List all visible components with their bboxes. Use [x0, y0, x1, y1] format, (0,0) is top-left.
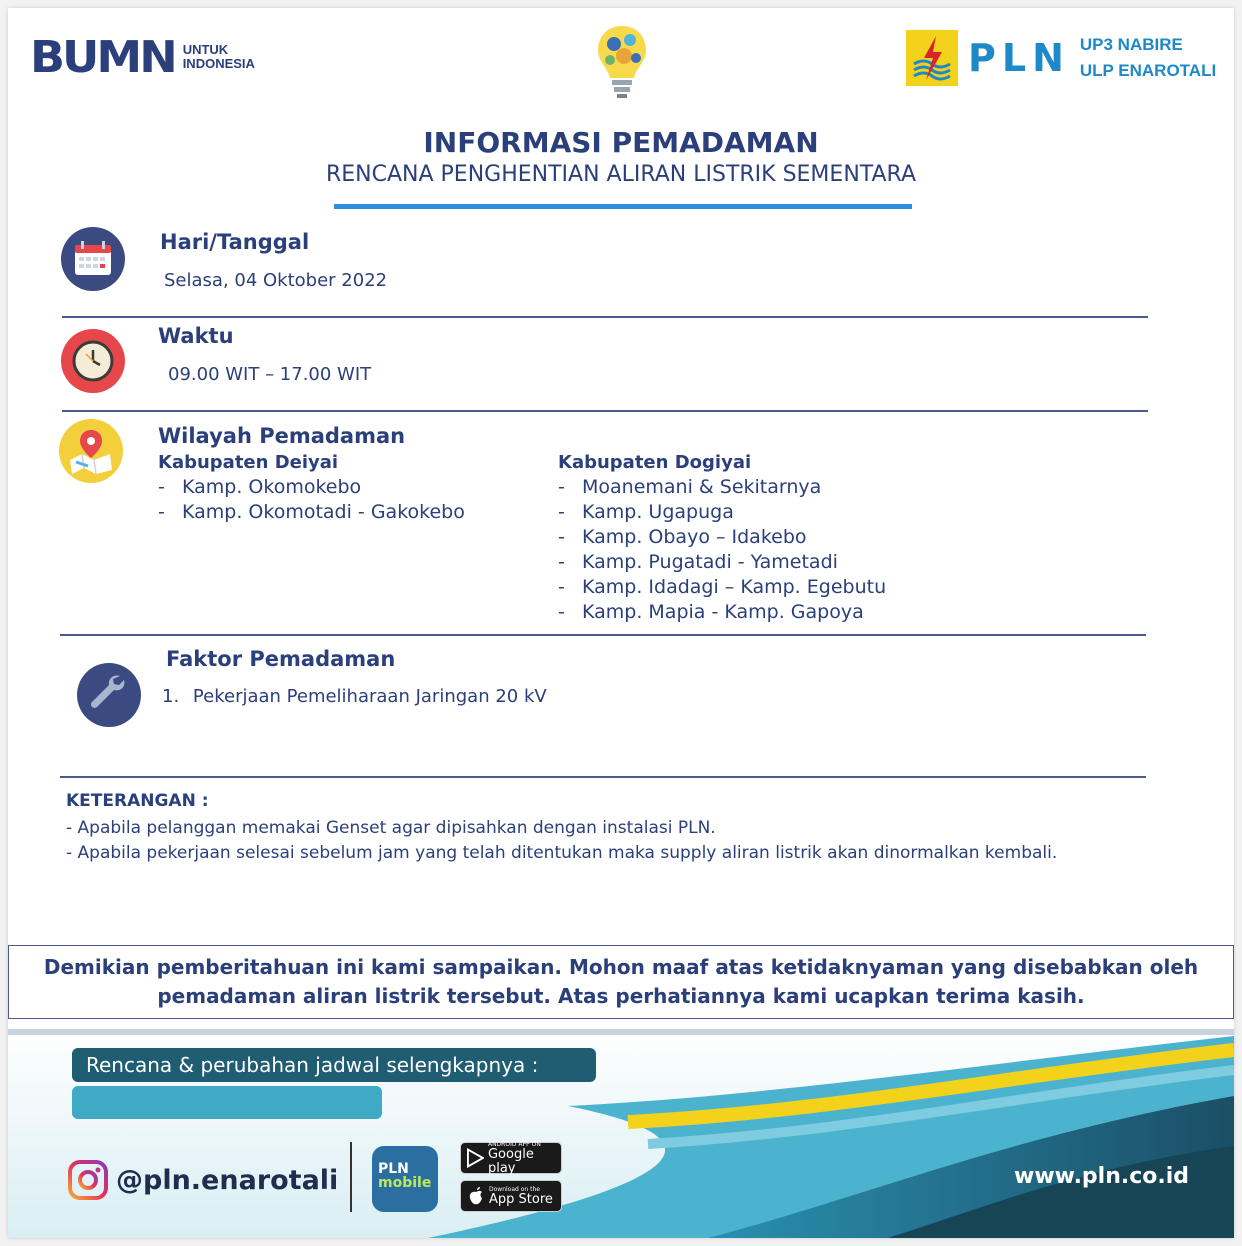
schedule-label: Rencana & perubahan jadwal selengkapnya : [72, 1048, 596, 1082]
clock-icon [60, 328, 126, 394]
wrench-icon [76, 662, 142, 728]
list-item: - Kamp. Idadagi – Kamp. Egebutu [558, 576, 887, 598]
website-link[interactable]: www.pln.co.id [1014, 1164, 1190, 1189]
notes-list [66, 816, 1057, 866]
page-subtitle: RENCANA PENGHENTIAN ALIRAN LISTRIK SEMENTARA [325, 162, 916, 187]
instagram-handle: @pln.enarotali [116, 1164, 339, 1196]
page-title: INFORMASI PEMADAMAN [423, 126, 819, 159]
footer-separator [350, 1142, 352, 1212]
pln-lightning-logo-icon [906, 30, 958, 86]
app-store-badge[interactable]: Download on the App Store [460, 1180, 562, 1212]
lightbulb-icon [594, 22, 650, 100]
pln-mobile-app-icon[interactable]: PLN mobile [372, 1146, 438, 1212]
list-item: - Moanemani & Sekitarnya [558, 476, 822, 498]
closing-message: Demikian pemberitahuan ini kami sampaikan. Mohon maaf atas ketidaknyaman yang disebabkan oleh pemadaman aliran listrik tersebut. Atas perhatiannya kami ucapkan terima kasih. [8, 945, 1234, 1019]
list-item: - Kamp. Mapia - Kamp. Gapoya [558, 601, 864, 623]
title-underline [334, 204, 912, 209]
region-dogiyai-list [558, 475, 886, 625]
list-item: - Apabila pekerjaan selesai sebelum jam yang telah ditentukan maka supply aliran listrik akan dinormalkan kembali. [66, 843, 1058, 863]
apple-icon [467, 1186, 485, 1206]
calendar-icon [60, 226, 126, 292]
bumn-wordmark: BUMN [30, 31, 175, 83]
date-heading: Hari/Tanggal [160, 230, 310, 254]
list-item: - Kamp. Pugatadi - Yametadi [558, 551, 838, 573]
time-heading: Waktu [158, 324, 234, 348]
divider [62, 316, 1148, 318]
region-dogiyai-heading: Kabupaten Dogiyai [558, 452, 752, 473]
list-item: - Kamp. Okomokebo [158, 476, 362, 498]
pln-logo-block [906, 30, 1216, 86]
divider [62, 410, 1148, 412]
cause-item [162, 686, 547, 707]
divider [60, 634, 1146, 636]
region-deiyai-list [158, 475, 465, 525]
list-item: - Kamp. Okomotadi - Gakokebo [158, 501, 465, 523]
unit-names [1080, 32, 1216, 84]
pln-wordmark: PLN [968, 36, 1070, 80]
list-item: - Apabila pelanggan memakai Genset agar dipisahkan dengan instalasi PLN. [66, 818, 716, 838]
date-value: Selasa, 04 Oktober 2022 [164, 270, 388, 291]
region-deiyai-heading: Kabupaten Deiyai [158, 452, 339, 473]
google-play-badge[interactable]: ANDROID APP ON Google play [460, 1142, 562, 1174]
instagram-link[interactable] [68, 1160, 338, 1200]
list-item: - Kamp. Obayo – Idakebo [558, 526, 807, 548]
schedule-link-box[interactable] [72, 1086, 382, 1119]
google-play-icon [467, 1148, 484, 1168]
unit-ulp: ULP ENAROTALI [1079, 61, 1217, 80]
map-pin-icon [58, 418, 124, 484]
notes-heading: KETERANGAN : [66, 791, 209, 811]
time-value: 09.00 WIT – 17.00 WIT [168, 364, 372, 385]
cause-value: Pekerjaan Pemeliharaan Jaringan 20 kV [192, 686, 547, 707]
bumn-tagline: UNTUK INDONESIA [182, 42, 255, 71]
cause-heading: Faktor Pemadaman [166, 647, 396, 671]
instagram-icon [68, 1160, 108, 1200]
announcement-page [8, 8, 1234, 1238]
cause-number: 1. [162, 686, 180, 707]
area-heading: Wilayah Pemadaman [158, 424, 406, 448]
divider [60, 776, 1146, 778]
list-item: - Kamp. Ugapuga [558, 501, 734, 523]
bumn-logo [30, 31, 255, 83]
unit-up3: UP3 NABIRE [1079, 35, 1183, 54]
